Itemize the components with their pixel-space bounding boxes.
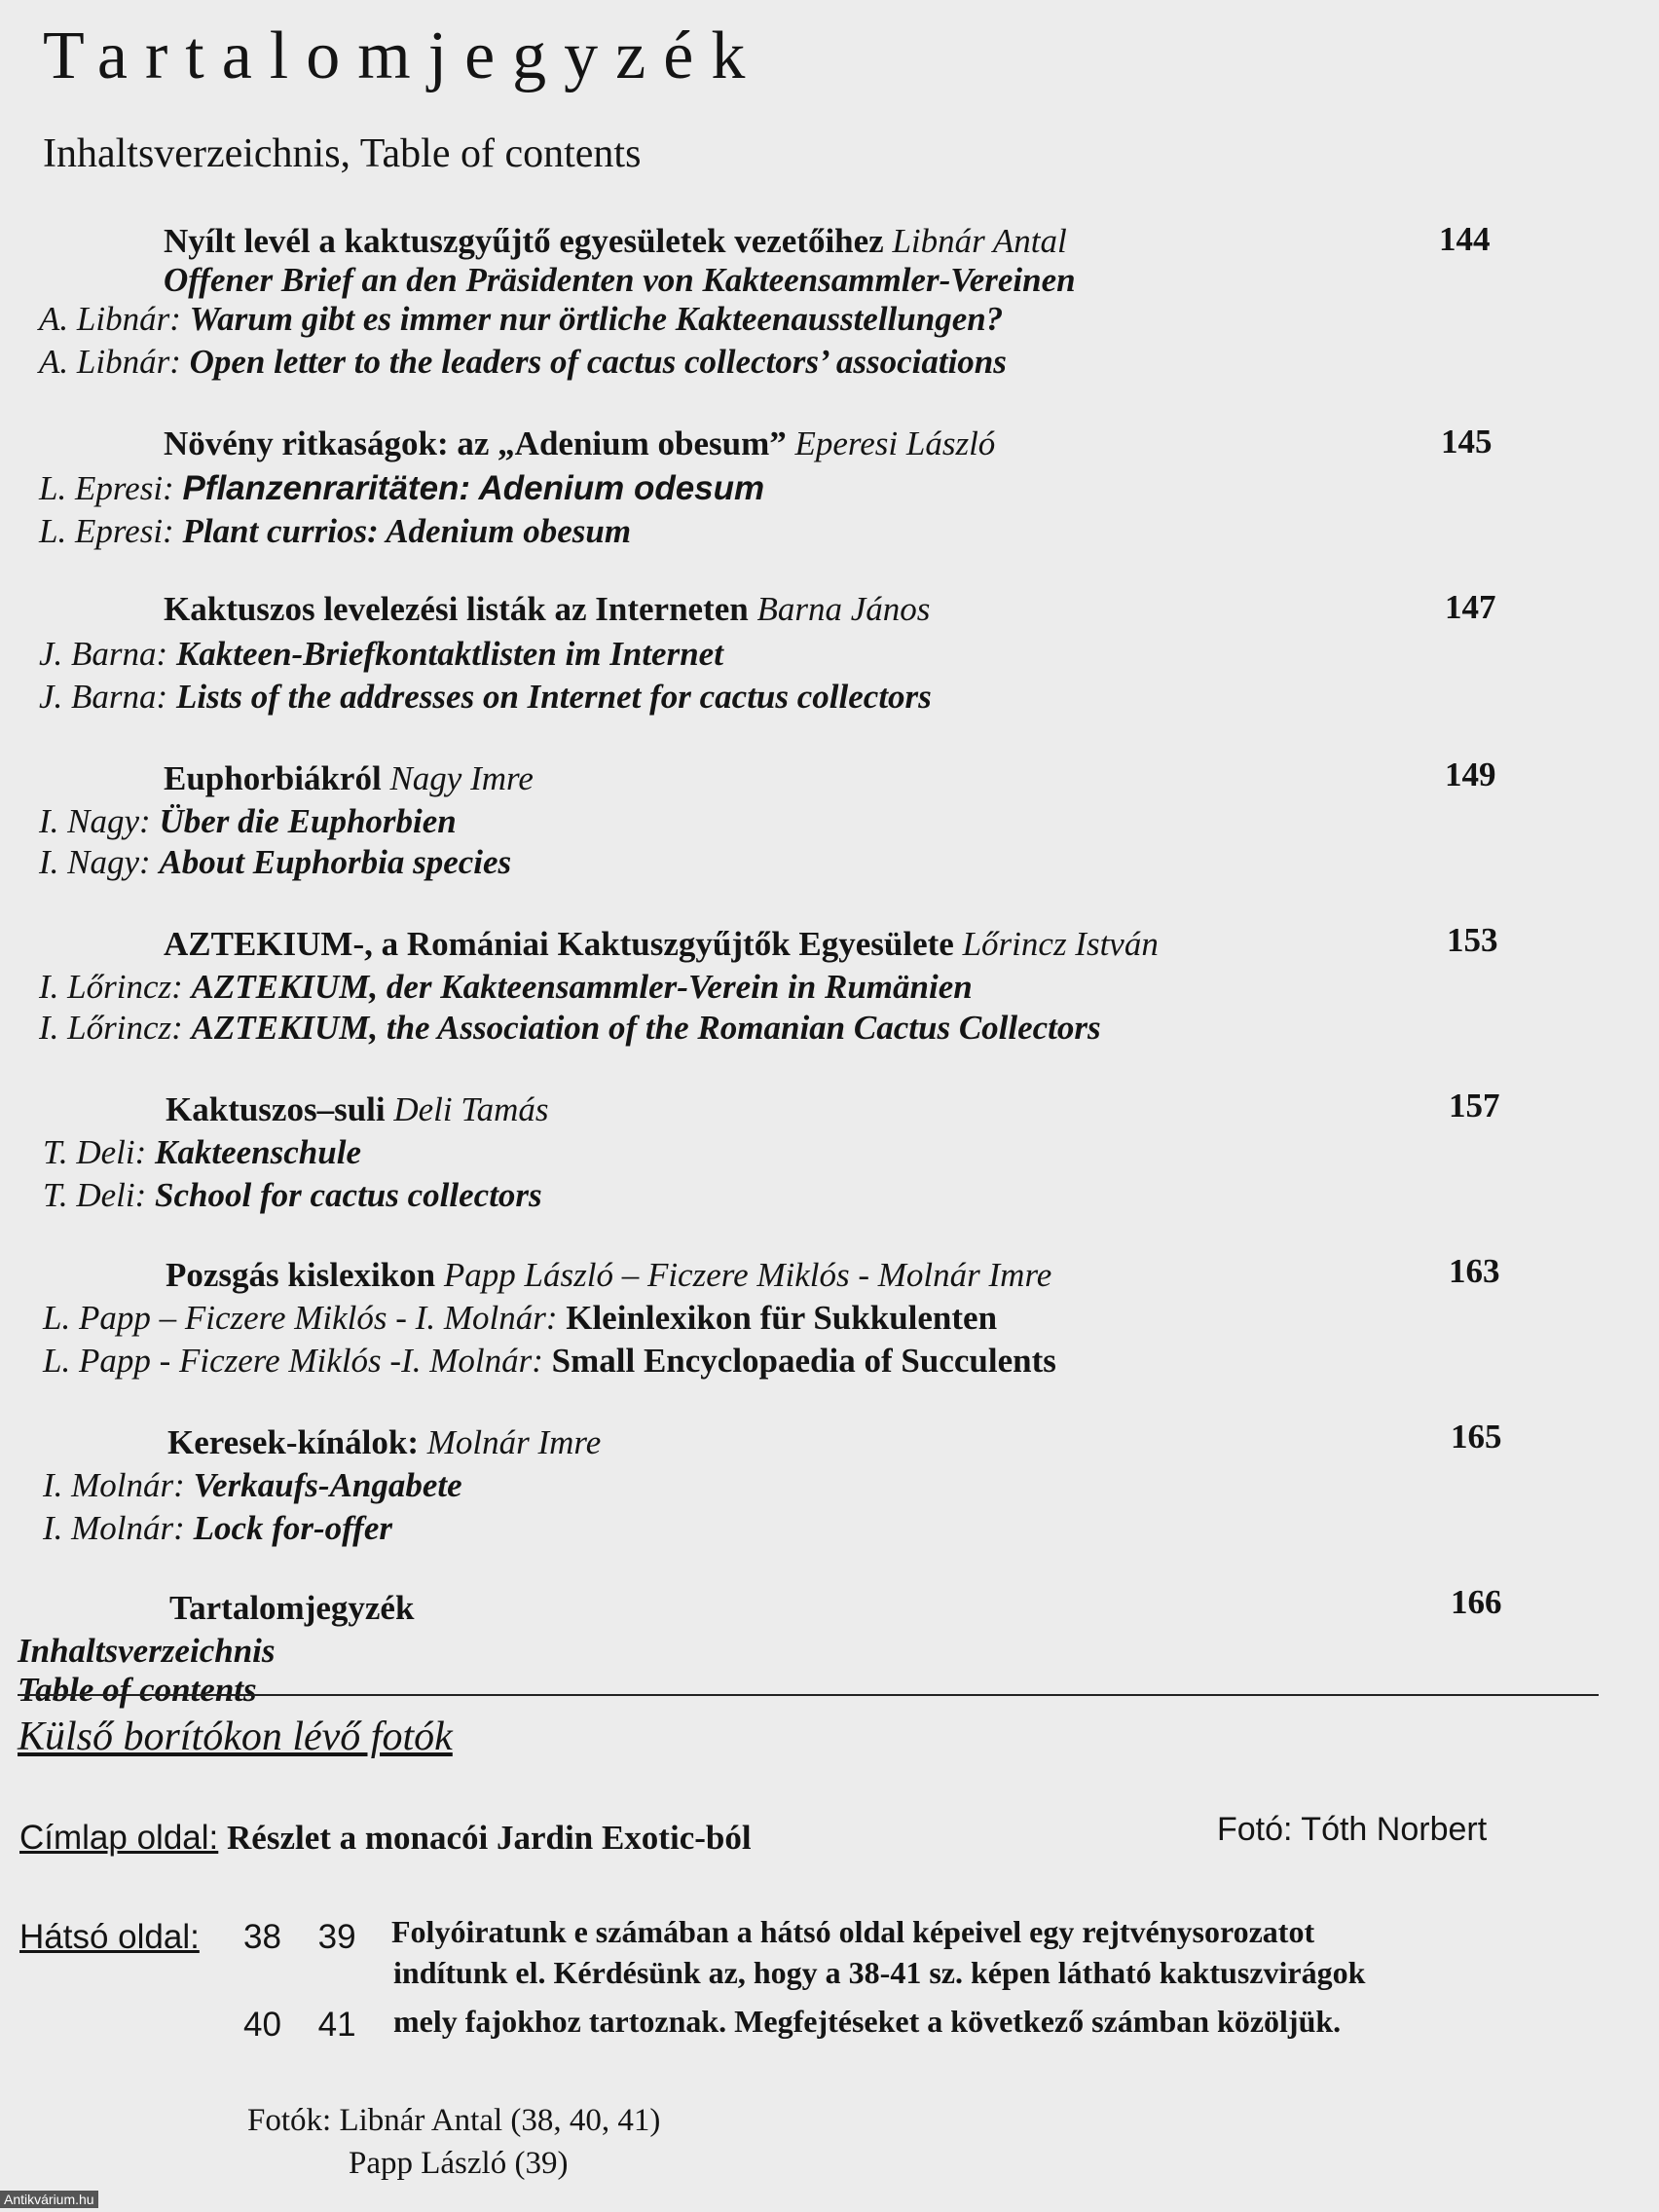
entry-8-line-1 <box>43 1466 462 1505</box>
entry-4-line-2 <box>39 843 511 882</box>
line-text: Open letter to the leaders of cactus collectors’ associations <box>189 343 1007 381</box>
entry-3-line-2 <box>39 678 932 717</box>
entry-title: Nyílt levél a kaktuszgyűjtő egyesületek vezetőihez <box>164 222 884 260</box>
line-text: Kakteenschule <box>155 1133 361 1171</box>
entry-3-line-1 <box>39 635 723 674</box>
line-author: I. Molnár: <box>43 1466 185 1504</box>
image-number: 39 <box>317 1918 356 1956</box>
front-cover-label: Címlap oldal: <box>19 1819 219 1857</box>
entry-author: Barna János <box>756 590 931 628</box>
line-text: Kakteen-Briefkontaktlisten im Internet <box>175 635 723 673</box>
entry-7-line-1 <box>43 1299 997 1338</box>
image-number: 41 <box>317 2006 356 2044</box>
entry-author: Libnár Antal <box>892 222 1067 260</box>
entry-2-line-1 <box>39 469 764 508</box>
entry-title: Kaktuszos levelezési listák az Interneten <box>164 590 749 628</box>
entry-9-page: 166 <box>1451 1583 1502 1621</box>
entry-1-title <box>164 222 1067 261</box>
entry-author: Nagy Imre <box>389 759 534 797</box>
line-author: I. Nagy: <box>39 843 151 881</box>
line-author: J. Barna: <box>39 635 168 673</box>
line-author: A. Libnár: <box>39 300 181 338</box>
line-author: I. Nagy: <box>39 802 151 840</box>
line-text: AZTEKIUM, der Kakteensammler-Verein in Rumänien <box>191 968 973 1006</box>
line-text: Über die Euphorbien <box>159 802 457 840</box>
entry-author: Lőrincz István <box>962 925 1159 963</box>
credit-name: Libnár Antal (38, 40, 41) <box>339 2103 661 2138</box>
line-author: L. Papp – Ficzere Miklós - I. Molnár: <box>43 1299 558 1337</box>
line-author: I. Lőrincz: <box>39 1009 183 1047</box>
image-number: 38 <box>243 1918 281 1956</box>
back-text-2: indítunk el. Kérdésünk az, hogy a 38-41 sz. képen látható kaktuszvirágok <box>393 1955 1366 1990</box>
entry-3-title <box>164 590 930 629</box>
entry-7-title <box>166 1256 1051 1295</box>
entry-6-line-2 <box>43 1176 542 1215</box>
entry-6-line-1 <box>43 1133 361 1172</box>
front-cover-line <box>19 1819 752 1858</box>
entry-author: Deli Tamás <box>393 1090 549 1128</box>
image-number: 40 <box>243 2006 281 2044</box>
entry-3-page: 147 <box>1445 588 1496 626</box>
line-author: I. Lőrincz: <box>39 968 183 1006</box>
entry-1-german: Offener Brief an den Präsidenten von Kakteensammler-Vereinen <box>164 261 1076 299</box>
back-text-1: Folyóiratunk e számában a hátsó oldal képeivel egy rejtvénysorozatot <box>391 1914 1315 1949</box>
line-text: About Euphorbia species <box>159 843 512 881</box>
entry-5-line-1 <box>39 968 973 1007</box>
line-author: T. Deli: <box>43 1176 147 1214</box>
entry-title: Kaktuszos–suli <box>166 1090 386 1128</box>
line-author: J. Barna: <box>39 678 168 716</box>
front-cover-photo-credit: Fotó: Tóth Norbert <box>1217 1811 1488 1848</box>
line-text: Verkaufs-Angabete <box>193 1466 462 1504</box>
line-text: Plant currios: Adenium obesum <box>182 512 632 550</box>
entry-author: Eperesi László <box>794 424 996 462</box>
entry-1-page: 144 <box>1439 220 1491 258</box>
entry-7-line-2 <box>43 1342 1056 1381</box>
entry-9-extra-2: Table of contents <box>18 1671 257 1709</box>
entry-title: Pozsgás kislexikon <box>166 1256 436 1294</box>
entry-9-title: Tartalomjegyzék <box>169 1589 415 1627</box>
line-text: Lock for-offer <box>193 1509 392 1547</box>
entry-1-line-1 <box>39 300 1003 339</box>
back-numbers-row-1 <box>243 1918 356 1957</box>
back-text-3: mely fajokhoz tartoznak. Megfejtéseket a következő számban közöljük. <box>393 2004 1342 2039</box>
entry-6-title <box>166 1090 549 1129</box>
entry-author: Papp László – Ficzere Miklós - Molnár Imre <box>443 1256 1052 1294</box>
entry-2-page: 145 <box>1441 423 1493 461</box>
entry-title: Keresek-kínálok: <box>167 1423 419 1461</box>
entry-title: Euphorbiákról <box>164 759 382 797</box>
line-text: Warum gibt es immer nur örtliche Kakteenausstellungen? <box>189 300 1004 338</box>
line-author: T. Deli: <box>43 1133 147 1171</box>
line-author: L. Epresi: <box>39 512 174 550</box>
back-cover-label: Hátsó oldal: <box>19 1918 200 1956</box>
front-cover-text: Részlet a monacói Jardin Exotic-ból <box>227 1819 752 1857</box>
line-author: L. Papp - Ficzere Miklós -I. Molnár: <box>43 1342 543 1380</box>
entry-5-page: 153 <box>1447 921 1498 959</box>
entry-2-line-2 <box>39 512 631 551</box>
entry-8-title <box>167 1423 601 1462</box>
line-text: Small Encyclopaedia of Succulents <box>551 1342 1056 1380</box>
entry-author: Molnár Imre <box>426 1423 602 1461</box>
line-author: A. Libnár: <box>39 343 181 381</box>
line-text: Kleinlexikon für Sukkulenten <box>566 1299 998 1337</box>
entry-5-title <box>164 925 1159 964</box>
entry-4-page: 149 <box>1445 756 1496 793</box>
entry-5-line-2 <box>39 1009 1101 1048</box>
entry-4-line-1 <box>39 802 457 841</box>
credits-line-1 <box>247 2103 660 2139</box>
back-numbers-row-2 <box>243 2006 356 2045</box>
line-text: AZTEKIUM, the Association of the Romanian Cactus Collectors <box>191 1009 1101 1047</box>
page-title: Tartalomjegyzék <box>43 18 763 93</box>
credits-label: Fotók: <box>247 2103 332 2138</box>
line-text: Pflanzenraritäten: Adenium odesum <box>182 469 765 507</box>
line-text: School for cactus collectors <box>155 1176 542 1214</box>
entry-2-title <box>164 424 995 463</box>
entry-9-extra-1: Inhaltsverzeichnis <box>18 1632 276 1670</box>
entry-6-page: 157 <box>1449 1087 1500 1124</box>
covers-heading: Külső borítókon lévő fotók <box>18 1714 453 1759</box>
entry-title: AZTEKIUM-, a Romániai Kaktuszgyűjtők Egyesülete <box>164 925 954 963</box>
entry-1-line-2 <box>39 343 1007 382</box>
entry-8-page: 165 <box>1451 1418 1502 1456</box>
divider <box>18 1694 1599 1696</box>
entry-7-page: 163 <box>1449 1252 1500 1290</box>
credits-line-2: Papp László (39) <box>349 2146 569 2181</box>
entry-4-title <box>164 759 534 798</box>
entry-title: Növény ritkaságok: az „Adenium obesum” <box>164 424 787 462</box>
entry-8-line-2 <box>43 1509 392 1548</box>
line-author: L. Epresi: <box>39 469 174 507</box>
line-author: I. Molnár: <box>43 1509 185 1547</box>
line-text: Lists of the addresses on Internet for cactus collectors <box>175 678 932 716</box>
watermark-label: Antikvárium.hu <box>0 2191 98 2208</box>
page-subtitle: Inhaltsverzeichnis, Table of contents <box>43 131 642 176</box>
